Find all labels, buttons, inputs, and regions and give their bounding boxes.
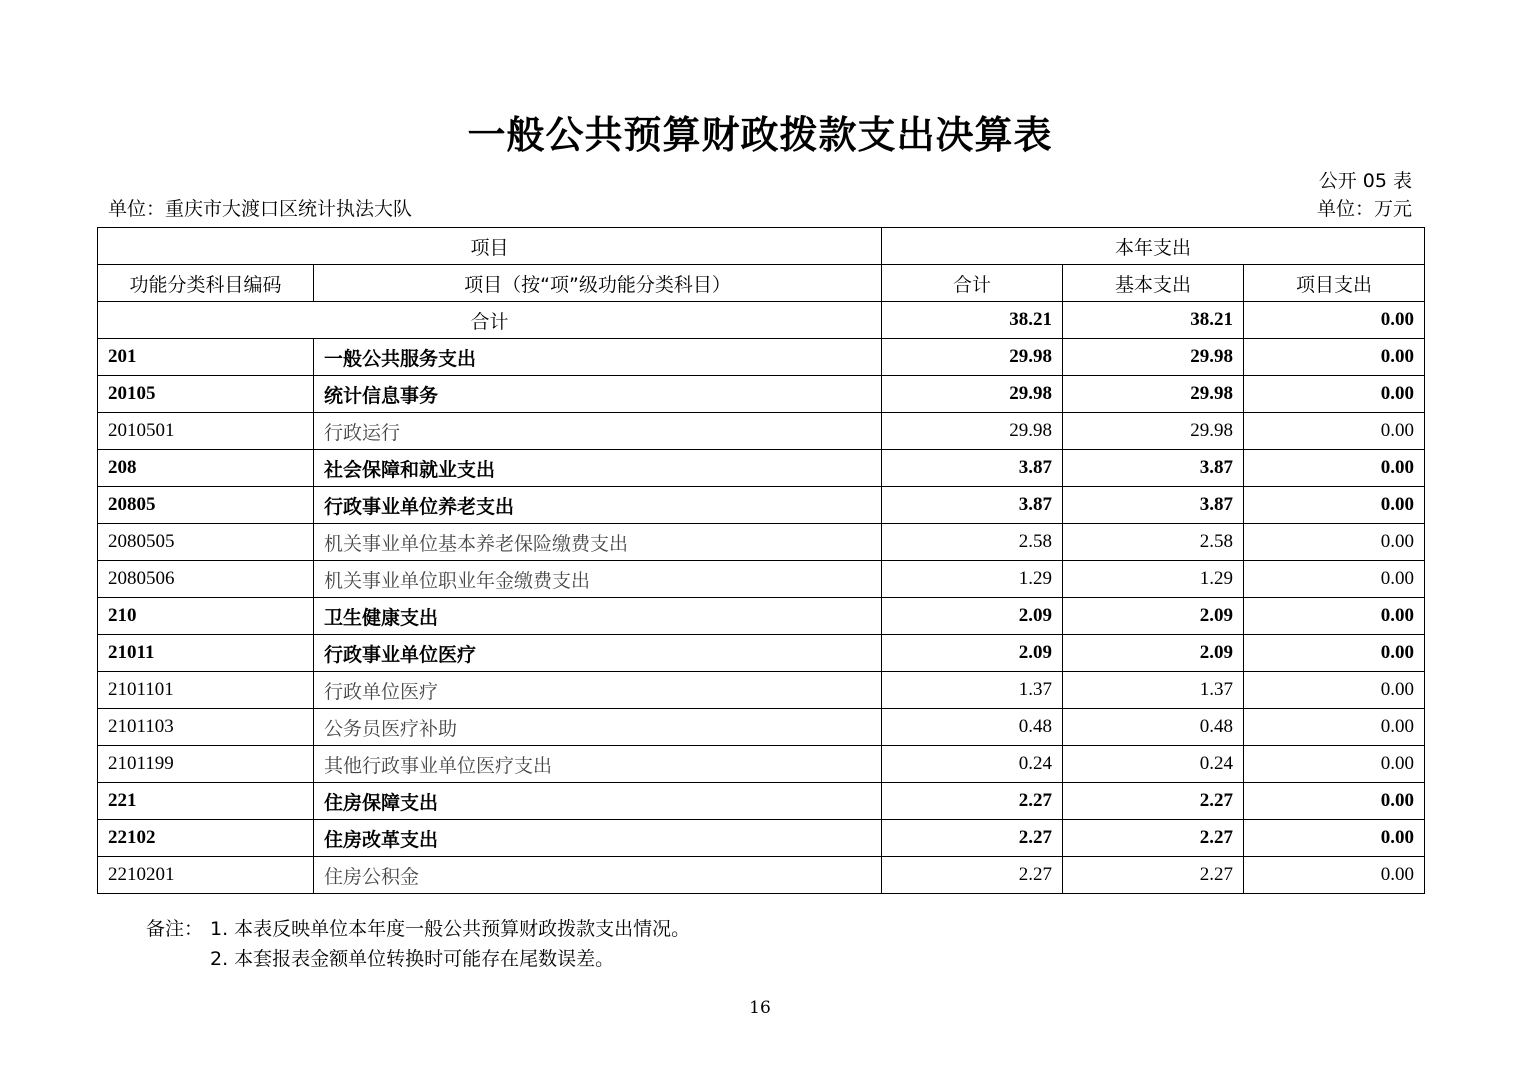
row-project: 0.00 — [1244, 820, 1425, 857]
row-basic: 2.27 — [1063, 783, 1244, 820]
table-row — [98, 709, 1425, 746]
table-row — [98, 524, 1425, 561]
row-code: 2010501 — [98, 413, 314, 450]
reporting-unit: 单位：重庆市大渡口区统计执法大队 — [108, 198, 413, 220]
total-row-basic: 38.21 — [1063, 302, 1244, 339]
total-row-label: 合计 — [98, 302, 882, 339]
row-project: 0.00 — [1244, 376, 1425, 413]
total-row-total: 38.21 — [882, 302, 1063, 339]
notes-label: 备注： — [146, 918, 204, 940]
row-total: 2.27 — [882, 857, 1063, 894]
header-row-2 — [98, 265, 1425, 302]
row-basic: 1.37 — [1063, 672, 1244, 709]
row-code: 21011 — [98, 635, 314, 672]
row-total: 2.58 — [882, 524, 1063, 561]
row-basic: 1.29 — [1063, 561, 1244, 598]
row-name: 行政运行 — [314, 413, 882, 450]
row-project: 0.00 — [1244, 598, 1425, 635]
header-item: 项目 — [98, 228, 882, 265]
row-basic: 0.24 — [1063, 746, 1244, 783]
row-name: 住房公积金 — [314, 857, 882, 894]
table-row — [98, 672, 1425, 709]
table-row — [98, 376, 1425, 413]
table-row — [98, 450, 1425, 487]
currency-unit: 单位：万元 — [1316, 198, 1412, 220]
row-code: 2210201 — [98, 857, 314, 894]
row-project: 0.00 — [1244, 672, 1425, 709]
row-code: 221 — [98, 783, 314, 820]
row-code: 2101199 — [98, 746, 314, 783]
row-total: 2.09 — [882, 635, 1063, 672]
row-total: 29.98 — [882, 339, 1063, 376]
table-row — [98, 635, 1425, 672]
row-total: 2.27 — [882, 820, 1063, 857]
row-code: 20105 — [98, 376, 314, 413]
table-row — [98, 746, 1425, 783]
row-project: 0.00 — [1244, 783, 1425, 820]
notes — [146, 914, 690, 974]
row-project: 0.00 — [1244, 524, 1425, 561]
table-row — [98, 413, 1425, 450]
table-row — [98, 783, 1425, 820]
header-total: 合计 — [882, 265, 1063, 302]
row-project: 0.00 — [1244, 339, 1425, 376]
table-row — [98, 820, 1425, 857]
table-row — [98, 857, 1425, 894]
table-row — [98, 339, 1425, 376]
row-project: 0.00 — [1244, 450, 1425, 487]
note-item-1: 1. 本表反映单位本年度一般公共预算财政拨款支出情况。 — [210, 918, 691, 940]
note-item-2: 2. 本套报表金额单位转换时可能存在尾数误差。 — [210, 948, 615, 970]
row-project: 0.00 — [1244, 709, 1425, 746]
row-name: 机关事业单位职业年金缴费支出 — [314, 561, 882, 598]
header-code: 功能分类科目编码 — [98, 265, 314, 302]
row-basic: 3.87 — [1063, 450, 1244, 487]
row-basic: 29.98 — [1063, 339, 1244, 376]
row-basic: 2.58 — [1063, 524, 1244, 561]
total-row-project: 0.00 — [1244, 302, 1425, 339]
row-project: 0.00 — [1244, 561, 1425, 598]
row-basic: 2.27 — [1063, 857, 1244, 894]
row-basic: 2.09 — [1063, 635, 1244, 672]
note-line-2 — [146, 944, 690, 974]
row-basic: 29.98 — [1063, 376, 1244, 413]
header-row-1 — [98, 228, 1425, 265]
row-basic: 2.27 — [1063, 820, 1244, 857]
row-total: 1.37 — [882, 672, 1063, 709]
row-code: 2080505 — [98, 524, 314, 561]
row-total: 29.98 — [882, 376, 1063, 413]
row-basic: 29.98 — [1063, 413, 1244, 450]
expenditure-table — [97, 227, 1425, 894]
row-project: 0.00 — [1244, 413, 1425, 450]
row-basic: 2.09 — [1063, 598, 1244, 635]
row-project: 0.00 — [1244, 635, 1425, 672]
total-row — [98, 302, 1425, 339]
table-row — [98, 561, 1425, 598]
row-basic: 3.87 — [1063, 487, 1244, 524]
row-name: 行政事业单位医疗 — [314, 635, 882, 672]
header-current-year: 本年支出 — [882, 228, 1425, 265]
row-total: 3.87 — [882, 450, 1063, 487]
row-name: 住房保障支出 — [314, 783, 882, 820]
row-code: 2101103 — [98, 709, 314, 746]
header-basic: 基本支出 — [1063, 265, 1244, 302]
row-name: 公务员医疗补助 — [314, 709, 882, 746]
row-project: 0.00 — [1244, 746, 1425, 783]
row-basic: 0.48 — [1063, 709, 1244, 746]
note-line-1 — [146, 914, 690, 944]
header-project: 项目支出 — [1244, 265, 1425, 302]
table-row — [98, 598, 1425, 635]
row-total: 29.98 — [882, 413, 1063, 450]
page-title: 一般公共预算财政拨款支出决算表 — [467, 113, 1053, 157]
row-total: 3.87 — [882, 487, 1063, 524]
row-total: 0.48 — [882, 709, 1063, 746]
row-name: 住房改革支出 — [314, 820, 882, 857]
table-row — [98, 487, 1425, 524]
row-project: 0.00 — [1244, 857, 1425, 894]
row-total: 0.24 — [882, 746, 1063, 783]
row-name: 机关事业单位基本养老保险缴费支出 — [314, 524, 882, 561]
row-name: 行政事业单位养老支出 — [314, 487, 882, 524]
form-number: 公开 05 表 — [1318, 170, 1412, 192]
row-total: 2.27 — [882, 783, 1063, 820]
row-name: 统计信息事务 — [314, 376, 882, 413]
row-code: 2101101 — [98, 672, 314, 709]
row-code: 201 — [98, 339, 314, 376]
row-code: 22102 — [98, 820, 314, 857]
row-total: 2.09 — [882, 598, 1063, 635]
row-name: 其他行政事业单位医疗支出 — [314, 746, 882, 783]
row-name: 行政单位医疗 — [314, 672, 882, 709]
row-project: 0.00 — [1244, 487, 1425, 524]
row-name: 卫生健康支出 — [314, 598, 882, 635]
row-code: 210 — [98, 598, 314, 635]
header-item-name: 项目（按“项”级功能分类科目） — [314, 265, 882, 302]
row-code: 20805 — [98, 487, 314, 524]
row-total: 1.29 — [882, 561, 1063, 598]
row-name: 社会保障和就业支出 — [314, 450, 882, 487]
page-number: 16 — [749, 998, 771, 1018]
row-name: 一般公共服务支出 — [314, 339, 882, 376]
row-code: 208 — [98, 450, 314, 487]
row-code: 2080506 — [98, 561, 314, 598]
